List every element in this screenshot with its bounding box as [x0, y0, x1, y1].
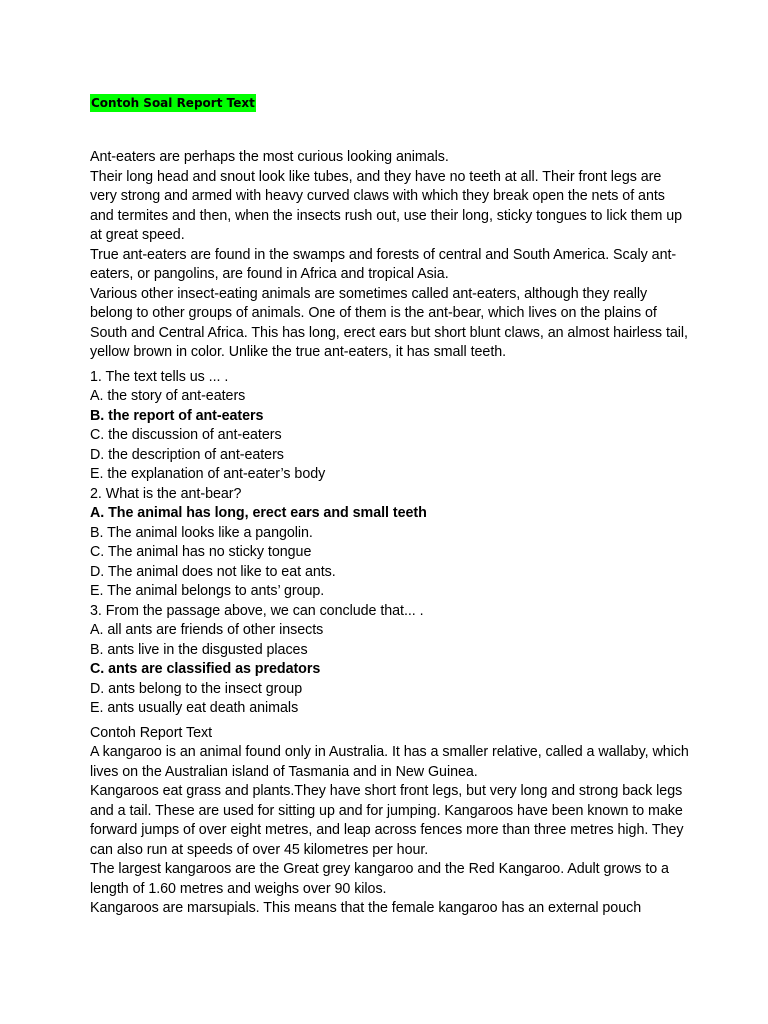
section-paragraph: Kangaroos are marsupials. This means that the female kangaroo has an external pouch [90, 900, 642, 916]
option: D. ants belong to the insect group [90, 680, 303, 697]
option-answer: A. The animal has long, erect ears and small teeth [90, 505, 427, 521]
option: D. the description of ant-eaters [90, 446, 284, 463]
option-answer: C. ants are classified as predators [90, 661, 321, 677]
question-text: 2. What is the ant-bear? [90, 485, 242, 502]
section-paragraph: The largest kangaroos are the Great grey kangaroo and the Red Kangaroo. Adult grows to a length of 1.60 metres and weighs over 90 kilos. [90, 861, 669, 897]
option: C. the discussion of ant-eaters [90, 427, 282, 443]
option: E. The animal belongs to ants’ group. [90, 583, 325, 599]
section-paragraph: Kangaroos eat grass and plants.They have short front legs, but very long and strong back legs and a tail. These are used for sitting up and for jumping. Kangaroos have been known to make forward jumps of over eight metres, and leap across fences more than three metres high. They can also run at speeds of over 45 kilometres per hour. [90, 783, 684, 858]
second-section [90, 724, 690, 919]
question-block [90, 602, 690, 719]
passage-paragraph: True ant-eaters are found in the swamps and forests of central and South America. Scaly ant-eaters, or pangolins, are found in Africa and tropical Asia. [90, 246, 677, 282]
question-block [90, 485, 690, 602]
passage [90, 148, 690, 363]
document-content [90, 148, 690, 919]
question-text: 1. The text tells us ... . [90, 368, 229, 385]
passage-paragraph: Their long head and snout look like tubes, and they have no teeth at all. Their front legs are very strong and armed with heavy curved claws with which they break open the nets of ants and termites and then, when the insects rush out, use their long, sticky tongues to lick them up at great speed. [90, 168, 683, 243]
option: E. the explanation of ant-eater’s body [90, 466, 326, 482]
option-answer: B. the report of ant-eaters [90, 407, 264, 424]
passage-paragraph: Ant-eaters are perhaps the most curious looking animals. [90, 149, 449, 165]
option: A. all ants are friends of other insects [90, 622, 324, 638]
option: B. The animal looks like a pangolin. [90, 524, 313, 541]
document-title: Contoh Soal Report Text [91, 96, 255, 110]
question-text: 3. From the passage above, we can conclude that... . [90, 602, 424, 619]
section-paragraph: A kangaroo is an animal found only in Australia. It has a smaller relative, called a wallaby, which lives on the Australian island of Tasmania and in New Guinea. [90, 744, 689, 780]
option: A. the story of ant-eaters [90, 388, 246, 404]
option: D. The animal does not like to eat ants. [90, 563, 336, 580]
option: B. ants live in the disgusted places [90, 641, 308, 658]
option: E. ants usually eat death animals [90, 700, 299, 716]
option: C. The animal has no sticky tongue [90, 544, 312, 560]
passage-paragraph: Various other insect-eating animals are sometimes called ant-eaters, although they really belong to other groups of animals. One of them is the ant-bear, which lives on the plains of South and Central Africa. This has long, erect ears but short blunt claws, an almost hairless tail, yellow brown in color. Unlike the true ant-eaters, it has small teeth. [90, 285, 688, 360]
questions [90, 368, 690, 719]
question-block [90, 368, 690, 485]
section-title: Contoh Report Text [90, 724, 213, 741]
